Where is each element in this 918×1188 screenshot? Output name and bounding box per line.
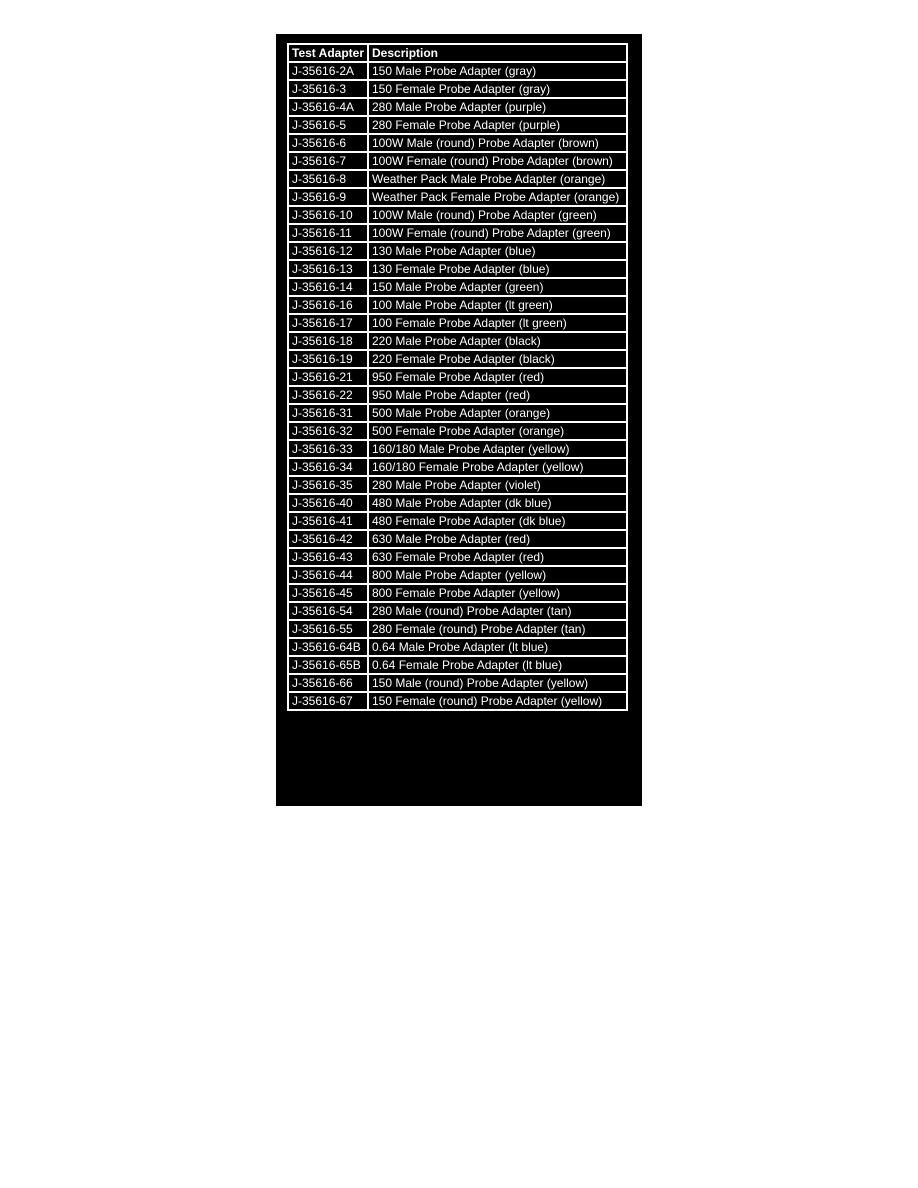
table-body <box>288 62 627 710</box>
table-row <box>288 242 627 260</box>
adapter-description: 150 Female Probe Adapter (gray) <box>368 80 627 98</box>
adapter-table-panel <box>276 34 642 806</box>
adapter-description: 150 Female (round) Probe Adapter (yellow) <box>368 692 627 710</box>
adapter-description: 100W Female (round) Probe Adapter (brown) <box>368 152 627 170</box>
adapter-description: 280 Female Probe Adapter (purple) <box>368 116 627 134</box>
adapter-description: 630 Female Probe Adapter (red) <box>368 548 627 566</box>
adapter-part-number: J-35616-10 <box>288 206 368 224</box>
adapter-description: 160/180 Female Probe Adapter (yellow) <box>368 458 627 476</box>
adapter-part-number: J-35616-3 <box>288 80 368 98</box>
adapter-description: 160/180 Male Probe Adapter (yellow) <box>368 440 627 458</box>
adapter-description: 800 Male Probe Adapter (yellow) <box>368 566 627 584</box>
table-row <box>288 206 627 224</box>
adapter-part-number: J-35616-66 <box>288 674 368 692</box>
table-row <box>288 548 627 566</box>
adapter-part-number: J-35616-45 <box>288 584 368 602</box>
adapter-part-number: J-35616-65B <box>288 656 368 674</box>
adapter-description: 100 Male Probe Adapter (lt green) <box>368 296 627 314</box>
adapter-part-number: J-35616-5 <box>288 116 368 134</box>
adapter-description: 100W Male (round) Probe Adapter (green) <box>368 206 627 224</box>
table-row <box>288 602 627 620</box>
table-row <box>288 584 627 602</box>
adapter-description: 800 Female Probe Adapter (yellow) <box>368 584 627 602</box>
adapter-description: 0.64 Female Probe Adapter (lt blue) <box>368 656 627 674</box>
table-row <box>288 656 627 674</box>
adapter-description: 220 Male Probe Adapter (black) <box>368 332 627 350</box>
adapter-description: 280 Male Probe Adapter (purple) <box>368 98 627 116</box>
adapter-description: 280 Female (round) Probe Adapter (tan) <box>368 620 627 638</box>
adapter-part-number: J-35616-13 <box>288 260 368 278</box>
table-row <box>288 530 627 548</box>
table-row <box>288 170 627 188</box>
table-row <box>288 278 627 296</box>
table-row <box>288 692 627 710</box>
adapter-part-number: J-35616-2A <box>288 62 368 80</box>
adapter-part-number: J-35616-35 <box>288 476 368 494</box>
adapter-part-number: J-35616-55 <box>288 620 368 638</box>
table-row <box>288 422 627 440</box>
adapter-description: 480 Male Probe Adapter (dk blue) <box>368 494 627 512</box>
table-header-row <box>288 44 627 62</box>
adapter-part-number: J-35616-21 <box>288 368 368 386</box>
adapter-description: 100W Male (round) Probe Adapter (brown) <box>368 134 627 152</box>
table-row <box>288 386 627 404</box>
adapter-part-number: J-35616-42 <box>288 530 368 548</box>
adapter-part-number: J-35616-7 <box>288 152 368 170</box>
adapter-description: 950 Female Probe Adapter (red) <box>368 368 627 386</box>
adapter-description: Weather Pack Male Probe Adapter (orange) <box>368 170 627 188</box>
adapter-part-number: J-35616-31 <box>288 404 368 422</box>
table-row <box>288 98 627 116</box>
table-row <box>288 620 627 638</box>
adapter-part-number: J-35616-16 <box>288 296 368 314</box>
adapter-description: 0.64 Male Probe Adapter (lt blue) <box>368 638 627 656</box>
adapter-part-number: J-35616-33 <box>288 440 368 458</box>
table-row <box>288 62 627 80</box>
adapter-description: 220 Female Probe Adapter (black) <box>368 350 627 368</box>
table-row <box>288 152 627 170</box>
table-row <box>288 638 627 656</box>
adapter-part-number: J-35616-12 <box>288 242 368 260</box>
table-row <box>288 458 627 476</box>
adapter-part-number: J-35616-4A <box>288 98 368 116</box>
adapter-description: 130 Male Probe Adapter (blue) <box>368 242 627 260</box>
header-description: Description <box>368 44 627 62</box>
adapter-part-number: J-35616-44 <box>288 566 368 584</box>
adapter-part-number: J-35616-43 <box>288 548 368 566</box>
adapter-description: 100 Female Probe Adapter (lt green) <box>368 314 627 332</box>
table-row <box>288 674 627 692</box>
adapter-part-number: J-35616-14 <box>288 278 368 296</box>
adapter-part-number: J-35616-67 <box>288 692 368 710</box>
table-row <box>288 512 627 530</box>
adapter-description: 500 Male Probe Adapter (orange) <box>368 404 627 422</box>
adapter-description: 950 Male Probe Adapter (red) <box>368 386 627 404</box>
adapter-description: 150 Male Probe Adapter (gray) <box>368 62 627 80</box>
adapter-part-number: J-35616-18 <box>288 332 368 350</box>
adapter-description: 630 Male Probe Adapter (red) <box>368 530 627 548</box>
adapter-part-number: J-35616-19 <box>288 350 368 368</box>
adapter-part-number: J-35616-41 <box>288 512 368 530</box>
table-row <box>288 80 627 98</box>
adapter-description: 280 Male Probe Adapter (violet) <box>368 476 627 494</box>
table-row <box>288 368 627 386</box>
test-adapter-table <box>287 43 628 711</box>
table-row <box>288 134 627 152</box>
table-row <box>288 224 627 242</box>
adapter-description: 100W Female (round) Probe Adapter (green) <box>368 224 627 242</box>
table-row <box>288 350 627 368</box>
adapter-part-number: J-35616-11 <box>288 224 368 242</box>
adapter-description: 150 Male Probe Adapter (green) <box>368 278 627 296</box>
table-row <box>288 404 627 422</box>
table-row <box>288 314 627 332</box>
table-row <box>288 260 627 278</box>
adapter-description: 280 Male (round) Probe Adapter (tan) <box>368 602 627 620</box>
adapter-part-number: J-35616-64B <box>288 638 368 656</box>
table-row <box>288 296 627 314</box>
table-row <box>288 566 627 584</box>
table-row <box>288 188 627 206</box>
adapter-part-number: J-35616-8 <box>288 170 368 188</box>
adapter-part-number: J-35616-6 <box>288 134 368 152</box>
header-test-adapter: Test Adapter <box>288 44 368 62</box>
table-row <box>288 494 627 512</box>
adapter-part-number: J-35616-22 <box>288 386 368 404</box>
adapter-description: 480 Female Probe Adapter (dk blue) <box>368 512 627 530</box>
adapter-part-number: J-35616-54 <box>288 602 368 620</box>
table-row <box>288 332 627 350</box>
adapter-description: 500 Female Probe Adapter (orange) <box>368 422 627 440</box>
adapter-description: 130 Female Probe Adapter (blue) <box>368 260 627 278</box>
adapter-part-number: J-35616-34 <box>288 458 368 476</box>
adapter-description: 150 Male (round) Probe Adapter (yellow) <box>368 674 627 692</box>
adapter-part-number: J-35616-40 <box>288 494 368 512</box>
table-row <box>288 440 627 458</box>
table-row <box>288 476 627 494</box>
adapter-part-number: J-35616-17 <box>288 314 368 332</box>
table-row <box>288 116 627 134</box>
adapter-description: Weather Pack Female Probe Adapter (orange) <box>368 188 627 206</box>
adapter-part-number: J-35616-32 <box>288 422 368 440</box>
adapter-part-number: J-35616-9 <box>288 188 368 206</box>
